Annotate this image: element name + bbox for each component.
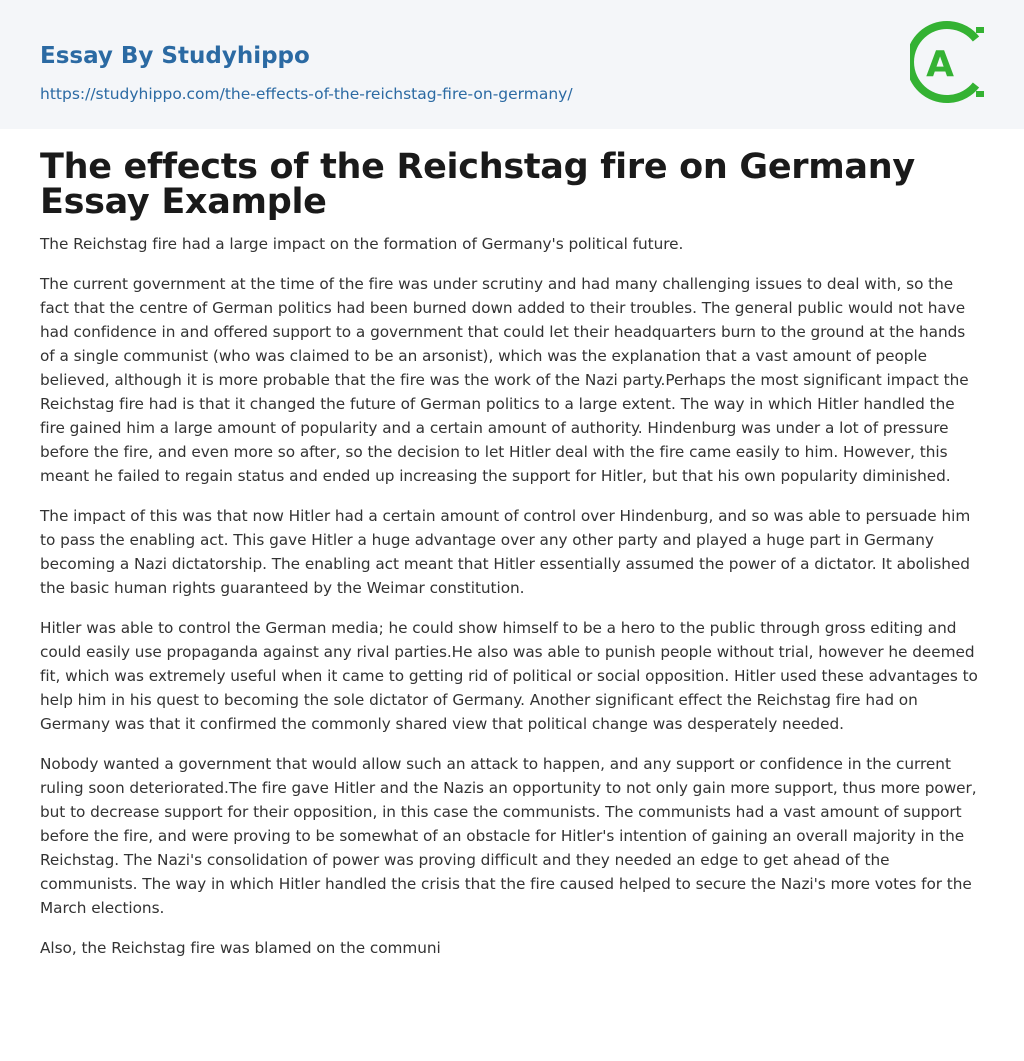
site-brand[interactable]: Essay By Studyhippo xyxy=(40,43,310,69)
article-paragraph-5: Nobody wanted a government that would allow such an attack to happen, and any support or confidence in the current ruling soon deteriorated.The fire gave Hitler and the Nazis an opportunity to not only gain more support, thus more power, but to decrease support for their opposition, in this case the communists. The communists had a vast amount of support before the fire, and were proving to be somewhat of an obstacle for Hitler's intention of gaining an overall majority in the Reichstag. The Nazi's consolidation of power was proving difficult and they needed an edge to get ahead of the communists. The way in which Hitler handled the crisis that the fire caused helped to secure the Nazi's more votes for the March elections. xyxy=(40,755,977,917)
site-header xyxy=(0,0,1024,129)
page-title: The effects of the Reichstag fire on Germany Essay Example xyxy=(40,147,915,222)
article-paragraph-1: The Reichstag fire had a large impact on the formation of Germany's political future. xyxy=(40,235,684,253)
article-paragraph-4: Hitler was able to control the German media; he could show himself to be a hero to the public through gross editing and could easily use propaganda against any rival parties.He also was able to punish people without trial, however he deemed fit, which was extremely useful when it came to getting rid of political or social opposition. Hitler used these advantages to help him in his quest to becoming the sole dictator of Germany. Another significant effect the Reichstag fire had on Germany was that it confirmed the commonly shared view that political change was desperately needed. xyxy=(40,619,978,733)
logo-letter: A xyxy=(926,44,954,85)
article-paragraph-2: The current government at the time of the fire was under scrutiny and had many challenging issues to deal with, so the fact that the centre of German politics had been burned down added to their troubles. The general public would not have had confidence in and offered support to a government that could let their headquarters burn to the ground at the hands of a single communist (who was claimed to be an arsonist), which was the explanation that a vast amount of people believed, although it is more probable that the fire was the work of the Nazi party.Perhaps the most significant impact the Reichstag fire had is that it changed the future of German politics to a large extent. The way in which Hitler handled the fire gained him a large amount of popularity and a certain amount of authority. Hindenburg was under a lot of pressure before the fire, and even more so after, so the decision to let Hitler deal with the fire came easily to him. However, this meant he failed to regain status and ended up increasing the support for Hitler, but that his own popularity diminished. xyxy=(40,275,969,485)
article-paragraph-6: Also, the Reichstag fire was blamed on the communi xyxy=(40,939,441,957)
studyhippo-logo-icon[interactable] xyxy=(910,18,988,106)
page-url-link[interactable]: https://studyhippo.com/the-effects-of-the-reichstag-fire-on-germany/ xyxy=(40,85,573,103)
article xyxy=(0,129,1024,960)
article-paragraph-3: The impact of this was that now Hitler had a certain amount of control over Hindenburg, and so was able to persuade him to pass the enabling act. This gave Hitler a huge advantage over any other party and played a huge part in Germany becoming a Nazi dictatorship. The enabling act meant that Hitler essentially assumed the power of a dictator. It abolished the basic human rights guaranteed by the Weimar constitution. xyxy=(40,507,971,597)
